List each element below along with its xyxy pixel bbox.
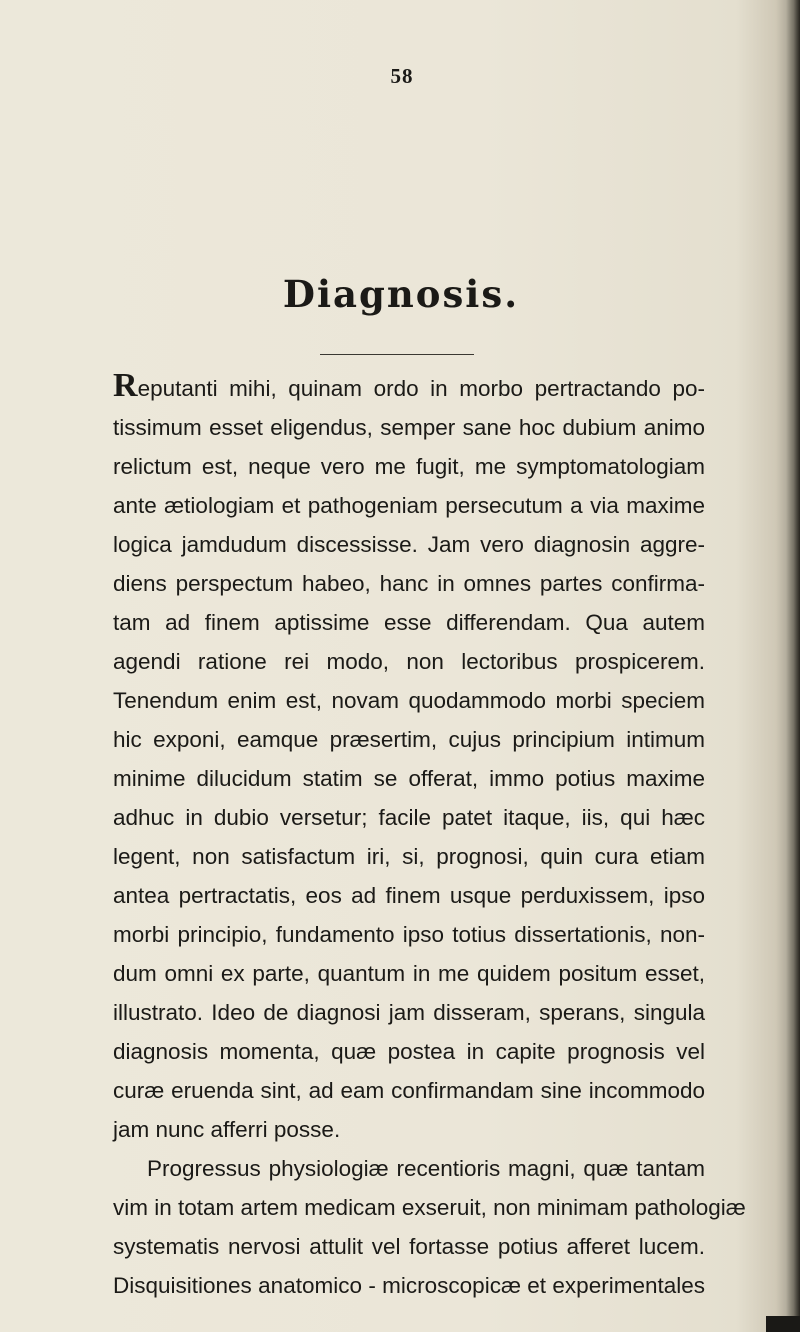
text-line: antea pertractatis, eos ad finem usque perduxissem, ipso [113, 883, 705, 908]
first-line-text: eputanti mihi, quinam ordo in morbo pertractando po- [137, 376, 705, 401]
page-edge-shadow [786, 0, 800, 1332]
text-line: adhuc in dubio versetur; facile patet itaque, iis, qui hæc [113, 805, 705, 830]
drop-cap: R [113, 367, 138, 404]
corner-mark [766, 1316, 800, 1332]
text-line: ante ætiologiam et pathogeniam persecutum a via maxime [113, 493, 705, 518]
text-line [113, 367, 705, 408]
text-line: systematis nervosi attulit vel fortasse potius afferet lucem. [113, 1234, 705, 1259]
text-line: illustrato. Ideo de diagnosi jam disseram, sperans, singula [113, 1000, 705, 1025]
text-line: Progressus physiologiæ recentioris magni, quæ tantam [147, 1156, 705, 1181]
text-line: tam ad finem aptissime esse differendam. Qua autem [113, 610, 705, 635]
section-heading: Diagnosis. [282, 272, 520, 316]
text-line: logica jamdudum discessisse. Jam vero diagnosin aggre- [113, 532, 705, 557]
text-line: hic exponi, eamque præsertim, cujus principium intimum [113, 727, 705, 752]
heading-rule [320, 354, 474, 355]
text-line: vim in totam artem medicam exseruit, non minimam pathologiæ [113, 1195, 746, 1220]
text-line: relictum est, neque vero me fugit, me symptomatologiam [113, 454, 705, 479]
text-line: curæ eruenda sint, ad eam confirmandam sine incommodo [113, 1078, 705, 1103]
text-line: tissimum esset eligendus, semper sane hoc dubium animo [113, 415, 705, 440]
page-number: 58 [390, 64, 414, 88]
text-line: diens perspectum habeo, hanc in omnes partes confirma- [113, 571, 705, 596]
text-line: jam nunc afferri posse. [113, 1117, 341, 1142]
text-line: agendi ratione rei modo, non lectoribus prospicerem. [113, 649, 705, 674]
text-line: minime dilucidum statim se offerat, immo potius maxime [113, 766, 705, 791]
text-line: dum omni ex parte, quantum in me quidem positum esset, [113, 961, 705, 986]
text-line: diagnosis momenta, quæ postea in capite prognosis vel [113, 1039, 705, 1064]
text-line: morbi principio, fundamento ipso totius dissertationis, non- [113, 922, 705, 947]
text-line: legent, non satisfactum iri, si, prognosi, quin cura etiam [113, 844, 705, 869]
text-line: Tenendum enim est, novam quodammodo morbi speciem [113, 688, 705, 713]
text-line: Disquisitiones anatomico - microscopicæ et experimentales [113, 1273, 705, 1298]
